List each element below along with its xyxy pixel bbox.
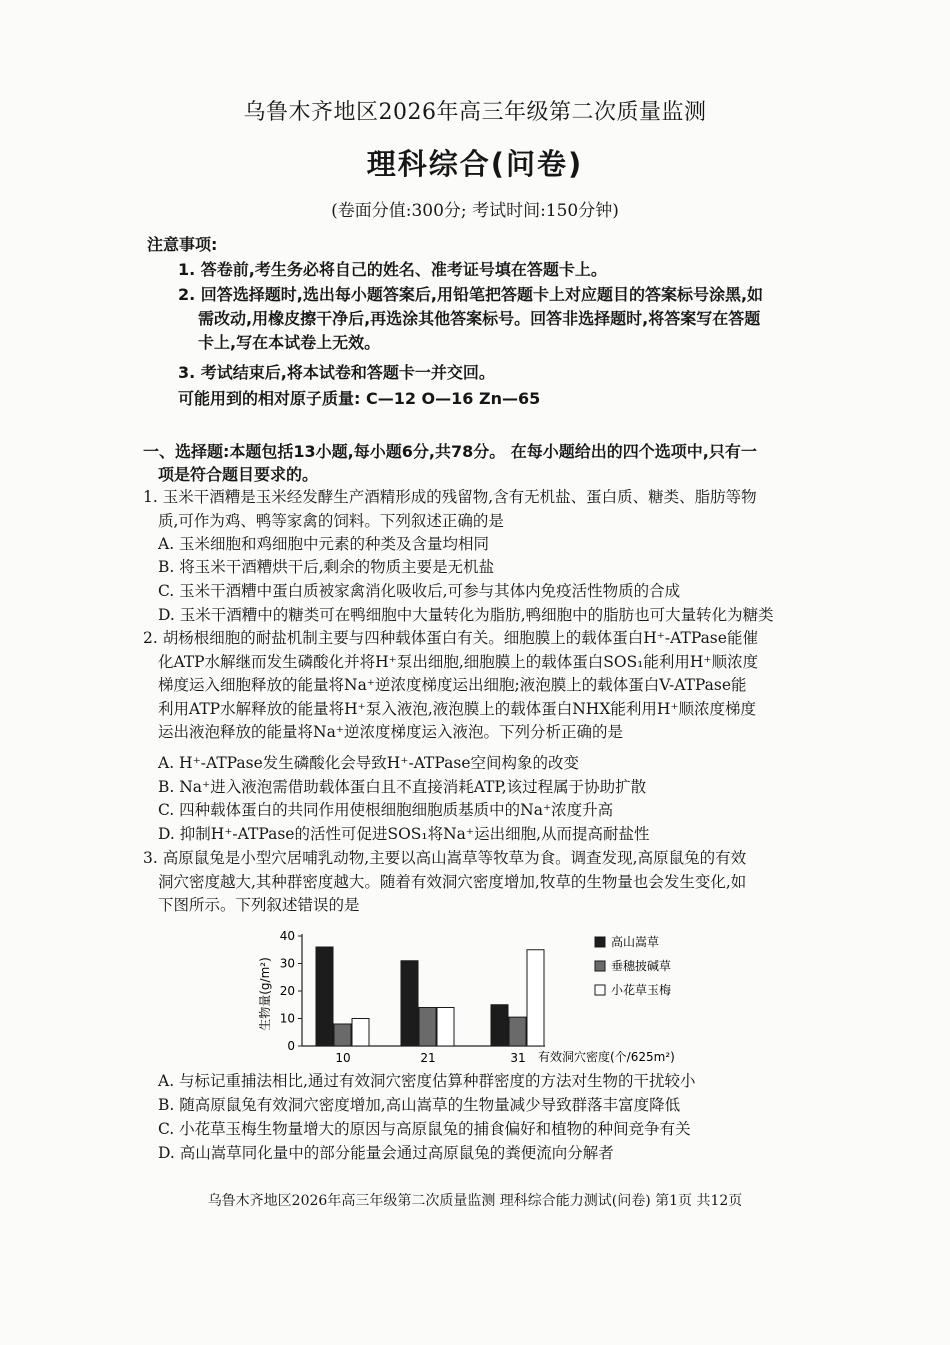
note-item-3: 3. 考试结束后,将本试卷和答题卡一并交回。 (178, 363, 495, 382)
bar-小花草玉梅-10 (352, 1019, 369, 1047)
q3-option-c: C. 小花草玉梅生物量增大的原因与高原鼠兔的捕食偏好和植物的种间竞争有关 (158, 1120, 691, 1138)
bar-高山嵩草-10 (316, 947, 333, 1046)
q1-option-d: D. 玉米干酒糟中的糖类可在鸭细胞中大量转化为脂肪,鸭细胞中的脂肪也可大量转化为糖类 (158, 606, 774, 624)
x-tick-label: 31 (510, 1051, 526, 1065)
q1-option-a: A. 玉米细胞和鸡细胞中元素的种类及含量均相同 (158, 535, 490, 553)
q1-stem-line1: 1. 玉米干酒糟是玉米经发酵生产酒精形成的残留物,含有无机盐、蛋白质、糖类、脂肪等物 (143, 488, 757, 506)
y-tick-label: 0 (287, 1039, 295, 1053)
q3-stem-line3: 下图所示。下列叙述错误的是 (158, 896, 360, 914)
section-heading (143, 440, 843, 486)
note-item-2 (178, 283, 838, 355)
legend-swatch (595, 985, 605, 995)
note-item-2-line3: 卡上,写在本试卷上无效。 (198, 333, 381, 352)
bar-垂穗披碱草-21 (419, 1008, 436, 1047)
bar-垂穗披碱草-31 (509, 1017, 526, 1046)
q3-stem-line1: 3. 高原鼠兔是小型穴居哺乳动物,主要以高山嵩草等牧草为食。调查发现,高原鼠兔的有效 (143, 849, 747, 867)
bar-垂穗披碱草-10 (334, 1024, 351, 1046)
q1-stem-line2: 质,可作为鸡、鸭等家禽的饲料。下列叙述正确的是 (158, 511, 504, 530)
q2-option-b: B. Na⁺进入液泡需借助载体蛋白且不直接消耗ATP,该过程属于协助扩散 (158, 778, 647, 796)
chart-y-axis-label: 生物量(g/m²) (258, 957, 272, 1031)
bar-高山嵩草-21 (401, 961, 418, 1046)
question-3-stem (143, 847, 843, 918)
note-item-1: 1. 答卷前,考生务必将自己的姓名、准考证号填在答题卡上。 (178, 260, 607, 279)
score-info: (卷面分值:300分; 考试时间:150分钟) (331, 201, 619, 221)
legend-label: 高山嵩草 (611, 935, 660, 949)
x-tick-label: 10 (335, 1051, 351, 1065)
q2-stem-line4: 利用ATP水解释放的能量将H⁺泵入液泡,液泡膜上的载体蛋白NHX能利用H⁺顺浓度梯度 (158, 699, 757, 718)
bar-小花草玉梅-31 (527, 950, 544, 1046)
page-footer: 乌鲁木齐地区2026年高三年级第二次质量监测 理科综合能力测试(问卷) 第1页 共12页 (207, 1193, 743, 1209)
y-tick-label: 10 (279, 1011, 295, 1026)
q3-option-b: B. 随高原鼠兔有效洞穴密度增加,高山嵩草的生物量减少导致群落丰富度降低 (158, 1096, 681, 1114)
atomic-mass-note: 可能用到的相对原子质量: C—12 O—16 Zn—65 (178, 389, 541, 408)
q3-option-d: D. 高山嵩草同化量中的部分能量会通过高原鼠兔的粪便流向分解者 (158, 1144, 614, 1162)
question-2-stem (143, 627, 843, 745)
q3-stem-line2: 洞穴密度越大,其种群密度越大。随着有效洞穴密度增加,牧草的生物量也会发生变化,如 (158, 872, 747, 891)
q1-option-c: C. 玉米干酒糟中蛋白质被家禽消化吸收后,可参与其体内免疫活性物质的合成 (158, 582, 681, 600)
q2-stem-line5: 运出液泡释放的能量将Na⁺逆浓度梯度运入液泡。下列分析正确的是 (158, 723, 623, 741)
legend-label: 小花草玉梅 (611, 983, 672, 997)
question-1-stem (143, 486, 843, 533)
y-tick-label: 20 (279, 984, 295, 998)
x-tick-label: 21 (420, 1051, 436, 1065)
section-heading-line1: 一、选择题:本题包括13小题,每小题6分,共78分。 在每小题给出的四个选项中,只有一 (143, 442, 757, 461)
q1-option-b: B. 将玉米干酒糟烘干后,剩余的物质主要是无机盐 (158, 558, 495, 576)
q3-option-a: A. 与标记重捕法相比,通过有效洞穴密度估算种群密度的方法对生物的干扰较小 (158, 1072, 696, 1090)
biomass-bar-chart (255, 924, 715, 1069)
q2-stem-line1: 2. 胡杨根细胞的耐盐机制主要与四种载体蛋白有关。细胞膜上的载体蛋白H⁺-ATPase能催 (143, 629, 758, 647)
bar-小花草玉梅-21 (437, 1008, 454, 1047)
note-item-2-line2: 需改动,用橡皮擦干净后,再选涂其他答案标号。回答非选择题时,将答案写在答题 (198, 309, 761, 328)
chart-x-axis-label: 有效洞穴密度(个/625m²) (538, 1050, 675, 1064)
bar-高山嵩草-31 (491, 1005, 508, 1046)
y-tick-label: 40 (279, 929, 295, 943)
q2-stem-line3: 梯度运入细胞释放的能量将Na⁺逆浓度梯度运出细胞;液泡膜上的载体蛋白V-ATPase能 (158, 676, 747, 694)
note-item-2-line1: 2. 回答选择题时,选出每小题答案后,用铅笔把答题卡上对应题目的答案标号涂黑,如 (178, 285, 764, 304)
exam-title: 乌鲁木齐地区2026年高三年级第二次质量监测 (243, 100, 707, 125)
notes-heading: 注意事项: (147, 235, 218, 254)
q2-option-d: D. 抑制H⁺-ATPase的活性可促进SOS₁将Na⁺运出细胞,从而提高耐盐性 (158, 825, 650, 843)
legend-swatch (595, 961, 605, 971)
paper-subtitle: 理科综合(问卷) (366, 147, 584, 181)
section-heading-line2: 项是符合题目要求的。 (158, 465, 319, 484)
q2-option-c: C. 四种载体蛋白的共同作用使根细胞细胞质基质中的Na⁺浓度升高 (158, 801, 614, 819)
y-tick-label: 30 (279, 956, 295, 971)
legend-label: 垂穗披碱草 (611, 959, 672, 973)
q2-option-a: A. H⁺-ATPase发生磷酸化会导致H⁺-ATPase空间构象的改变 (158, 754, 579, 772)
q2-stem-line2: 化ATP水解继而发生磷酸化并将H⁺泵出细胞,细胞膜上的载体蛋白SOS₁能利用H⁺顺浓度 (158, 652, 759, 671)
legend-swatch (595, 937, 605, 947)
